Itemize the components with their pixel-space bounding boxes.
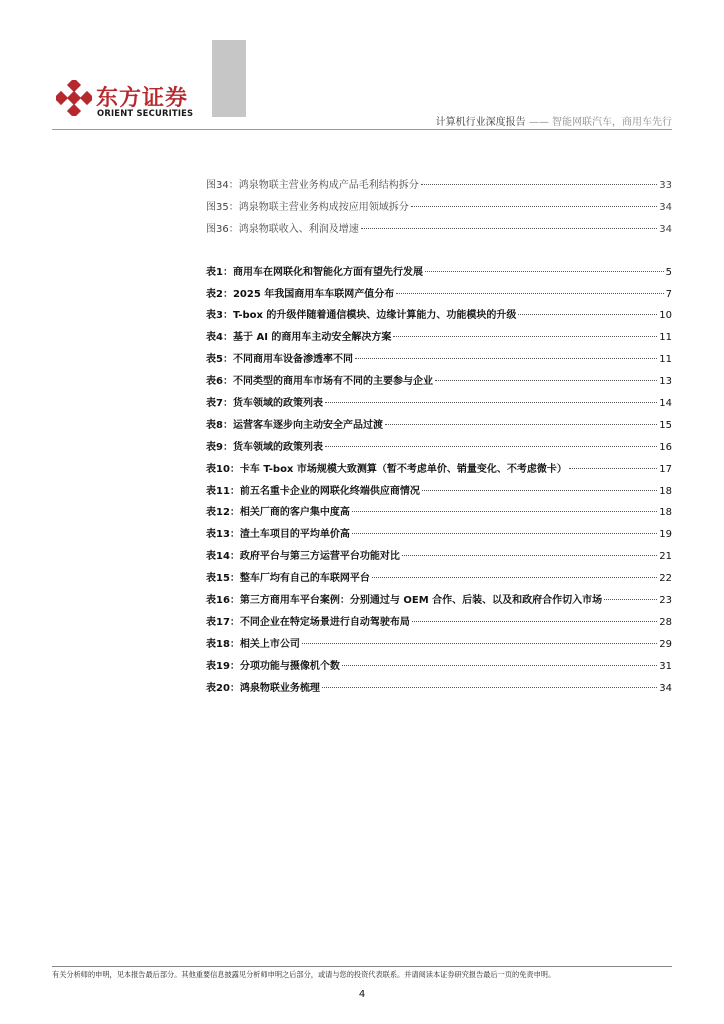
table-toc-entry-title: 渣土车项目的平均单价高 — [239, 529, 350, 541]
leader-dots — [569, 468, 657, 469]
leader-dots — [361, 228, 658, 229]
leader-dots — [393, 336, 657, 337]
figure-list — [206, 175, 672, 241]
footer-disclaimer: 有关分析师的申明，见本报告最后部分。其他重要信息披露见分析师申明之后部分，或请与您的投资代表联系。并请阅读本证券研究报告最后一页的免责申明。 — [52, 970, 556, 979]
table-toc-entry[interactable] — [206, 349, 672, 371]
figure-toc-entry-title: 鸿泉物联主营业务构成产品毛利结构拆分 — [238, 180, 419, 191]
table-toc-entry[interactable] — [206, 678, 672, 700]
table-toc-entry[interactable] — [206, 546, 672, 568]
leader-dots — [322, 687, 657, 688]
table-toc-entry-label: 表2：2025 年我国商用车车联网产值分布 — [206, 288, 395, 300]
table-toc-entry-title: 货车领域的政策列表 — [232, 441, 323, 453]
table-toc-entry-title: 鸿泉物联业务梳理 — [239, 682, 320, 694]
table-toc-entry-label: 表18：相关上市公司 — [206, 638, 300, 650]
table-toc-entry-page: 13 — [659, 376, 672, 388]
table-toc-entry-title: 不同商用车设备渗透率不同 — [232, 354, 353, 366]
table-toc-entry-number: 表14 — [206, 551, 230, 563]
table-toc-entry[interactable] — [206, 305, 672, 327]
table-toc-entry-label: 表1：商用车在网联化和智能化方面有望先行发展 — [206, 266, 423, 278]
table-toc-entry[interactable] — [206, 568, 672, 590]
table-toc-entry-page: 5 — [665, 266, 672, 278]
table-toc-entry-page: 22 — [659, 573, 672, 585]
table-toc-entry-title: 分项功能与摄像机个数 — [239, 660, 340, 672]
table-toc-entry-number: 表3 — [206, 310, 223, 322]
table-toc-entry-page: 14 — [659, 398, 672, 410]
table-toc-entry-number: 表16 — [206, 595, 230, 607]
table-toc-entry-label: 表8：运营客车逐步向主动安全产品过渡 — [206, 419, 383, 431]
figure-toc-entry[interactable] — [206, 175, 672, 197]
table-toc-entry-label: 表14：政府平台与第三方运营平台功能对比 — [206, 551, 400, 563]
logo-chinese-name: 东方证券 — [96, 86, 189, 111]
table-toc-entry[interactable] — [206, 656, 672, 678]
table-list — [206, 262, 672, 700]
leader-dots — [422, 490, 657, 491]
leader-dots — [425, 271, 664, 272]
table-toc-entry-number: 表12 — [206, 507, 230, 519]
table-toc-entry-label: 表19：分项功能与摄像机个数 — [206, 660, 340, 672]
table-toc-entry-title: 2025 年我国商用车车联网产值分布 — [232, 288, 395, 300]
table-toc-entry-page: 18 — [659, 485, 672, 497]
table-toc-entry-title: T-box 的升级伴随着通信模块、边缘计算能力、功能模块的升级 — [232, 310, 517, 322]
table-toc-entry-label: 表20：鸿泉物联业务梳理 — [206, 682, 320, 694]
table-toc-entry-number: 表13 — [206, 529, 230, 541]
table-toc-entry-page: 11 — [659, 354, 672, 366]
table-toc-entry-title: 相关厂商的客户集中度高 — [239, 507, 350, 519]
table-toc-entry-number: 表19 — [206, 660, 230, 672]
leader-dots — [302, 643, 657, 644]
table-toc-entry-label: 表7：货车领域的政策列表 — [206, 398, 323, 410]
table-toc-entry-page: 28 — [659, 616, 672, 628]
table-toc-entry-page: 15 — [659, 419, 672, 431]
table-toc-entry-page: 21 — [659, 551, 672, 563]
table-toc-entry-title: 政府平台与第三方运营平台功能对比 — [239, 551, 400, 563]
table-toc-entry[interactable] — [206, 590, 672, 612]
table-toc-entry-page: 34 — [659, 682, 672, 694]
table-toc-entry-title: 商用车在网联化和智能化方面有望先行发展 — [232, 266, 423, 278]
table-toc-entry-number: 表15 — [206, 573, 230, 585]
logo-mark-icon — [56, 80, 92, 116]
table-toc-entry-label: 表4：基于 AI 的商用车主动安全解决方案 — [206, 332, 392, 344]
logo-english-name: ORIENT SECURITIES — [97, 108, 194, 118]
table-toc-entry[interactable] — [206, 393, 672, 415]
table-toc-entry-label: 表15：整车厂均有自己的车联网平台 — [206, 573, 370, 585]
header-separator: —— — [528, 117, 549, 128]
report-subtitle: 智能网联汽车，商用车先行 — [552, 117, 672, 128]
table-toc-entry-number: 表7 — [206, 398, 223, 410]
table-toc-entry-label: 表6：不同类型的商用车市场有不同的主要参与企业 — [206, 376, 433, 388]
figure-toc-entry[interactable] — [206, 197, 672, 219]
header-divider — [52, 129, 672, 130]
table-toc-entry-label: 表17：不同企业在特定场景进行自动驾驶布局 — [206, 616, 410, 628]
report-header-title — [436, 113, 672, 128]
leader-dots — [604, 599, 657, 600]
figure-toc-entry-number: 图36 — [206, 223, 229, 235]
table-toc-entry[interactable] — [206, 415, 672, 437]
table-toc-entry-page: 29 — [659, 638, 672, 650]
table-toc-entry-page: 31 — [659, 660, 672, 672]
leader-dots — [325, 402, 657, 403]
table-toc-entry-label: 表10：卡车 T-box 市场规模大致测算（暂不考虑单价、销量变化、不考虑微卡） — [206, 463, 567, 475]
leader-dots — [396, 293, 663, 294]
leader-dots — [412, 621, 657, 622]
table-toc-entry-page: 10 — [659, 310, 672, 322]
leader-dots — [352, 511, 657, 512]
figure-toc-entry[interactable] — [206, 219, 672, 241]
figure-toc-entry-label: 图35：鸿泉物联主营业务构成按应用领域拆分 — [206, 201, 409, 213]
table-toc-entry-label: 表12：相关厂商的客户集中度高 — [206, 507, 350, 519]
table-toc-entry-number: 表8 — [206, 419, 223, 431]
table-toc-entry-page: 11 — [659, 332, 672, 344]
table-toc-entry[interactable] — [206, 524, 672, 546]
leader-dots — [342, 665, 657, 666]
leader-dots — [518, 314, 657, 315]
table-toc-entry-page: 19 — [659, 529, 672, 541]
table-toc-entry-title: 不同类型的商用车市场有不同的主要参与企业 — [232, 376, 433, 388]
table-toc-entry-title: 相关上市公司 — [239, 638, 300, 650]
figure-toc-entry-label: 图36：鸿泉物联收入、利润及增速 — [206, 223, 359, 235]
table-toc-entry-title: 基于 AI 的商用车主动安全解决方案 — [232, 332, 392, 344]
figure-toc-entry-number: 图35 — [206, 201, 229, 213]
figure-toc-entry-number: 图34 — [206, 180, 229, 191]
table-toc-entry-number: 表9 — [206, 441, 223, 453]
table-toc-entry-page: 17 — [659, 463, 672, 475]
leader-dots — [411, 206, 658, 207]
table-toc-entry-number: 表11 — [206, 485, 230, 497]
page-number: 4 — [358, 989, 366, 1000]
header-gray-block — [212, 40, 246, 117]
table-toc-entry-number: 表2 — [206, 288, 223, 300]
leader-dots — [352, 533, 657, 534]
figure-toc-entry-title: 鸿泉物联收入、利润及增速 — [238, 223, 359, 235]
table-toc-entry[interactable] — [206, 262, 672, 284]
table-toc-entry-number: 表4 — [206, 332, 223, 344]
figure-toc-entry-label: 图34：鸿泉物联主营业务构成产品毛利结构拆分 — [206, 180, 419, 191]
table-toc-entry-page: 18 — [659, 507, 672, 519]
leader-dots — [385, 424, 657, 425]
table-toc-entry-label: 表11：前五名重卡企业的网联化终端供应商情况 — [206, 485, 420, 497]
leader-dots — [435, 380, 657, 381]
figure-toc-entry-page: 34 — [659, 201, 672, 213]
table-toc-entry-label: 表13：渣土车项目的平均单价高 — [206, 529, 350, 541]
figure-toc-entry-page: 33 — [659, 180, 672, 191]
leader-dots — [372, 577, 657, 578]
table-toc-entry[interactable] — [206, 481, 672, 503]
table-toc-entry-number: 表17 — [206, 616, 230, 628]
table-toc-entry-number: 表5 — [206, 354, 223, 366]
table-toc-entry-label: 表3：T-box 的升级伴随着通信模块、边缘计算能力、功能模块的升级 — [206, 310, 517, 322]
table-toc-entry-title: 前五名重卡企业的网联化终端供应商情况 — [239, 485, 420, 497]
table-toc-entry-number: 表1 — [206, 266, 223, 278]
table-toc-entry-page: 7 — [665, 288, 672, 300]
table-toc-entry[interactable] — [206, 284, 672, 306]
report-type: 计算机行业深度报告 — [435, 117, 526, 128]
table-toc-entry-page: 16 — [659, 441, 672, 453]
table-toc-entry[interactable] — [206, 327, 672, 349]
table-toc-entry-title: 整车厂均有自己的车联网平台 — [239, 573, 370, 585]
table-of-contents — [206, 175, 672, 699]
table-toc-entry-title: 第三方商用车平台案例：分别通过与 OEM 合作、后装、以及和政府合作切入市场 — [239, 595, 603, 607]
leader-dots — [402, 555, 657, 556]
table-toc-entry-title: 运营客车逐步向主动安全产品过渡 — [232, 419, 383, 431]
table-toc-entry-number: 表20 — [206, 682, 230, 694]
table-toc-entry-label: 表5：不同商用车设备渗透率不同 — [206, 354, 353, 366]
table-toc-entry-number: 表10 — [206, 463, 230, 475]
table-toc-entry-number: 表6 — [206, 376, 223, 388]
figure-toc-entry-title: 鸿泉物联主营业务构成按应用领域拆分 — [238, 201, 409, 213]
table-toc-entry[interactable] — [206, 502, 672, 524]
leader-dots — [355, 358, 657, 359]
footer-divider — [52, 966, 672, 967]
table-toc-entry[interactable] — [206, 437, 672, 459]
figure-toc-entry-page: 34 — [659, 223, 672, 235]
table-toc-entry-title: 卡车 T-box 市场规模大致测算（暂不考虑单价、销量变化、不考虑微卡） — [239, 463, 567, 475]
table-toc-entry-number: 表18 — [206, 638, 230, 650]
table-toc-entry-label: 表16：第三方商用车平台案例：分别通过与 OEM 合作、后装、以及和政府合作切入市场 — [206, 595, 603, 607]
table-toc-entry[interactable] — [206, 612, 672, 634]
table-toc-entry[interactable] — [206, 371, 672, 393]
table-toc-entry-title: 货车领域的政策列表 — [232, 398, 323, 410]
leader-dots — [421, 184, 658, 185]
table-toc-entry-title: 不同企业在特定场景进行自动驾驶布局 — [239, 616, 410, 628]
table-toc-entry-page: 23 — [659, 595, 672, 607]
leader-dots — [325, 446, 657, 447]
table-toc-entry[interactable] — [206, 459, 672, 481]
table-toc-entry-label: 表9：货车领域的政策列表 — [206, 441, 323, 453]
table-toc-entry[interactable] — [206, 634, 672, 656]
